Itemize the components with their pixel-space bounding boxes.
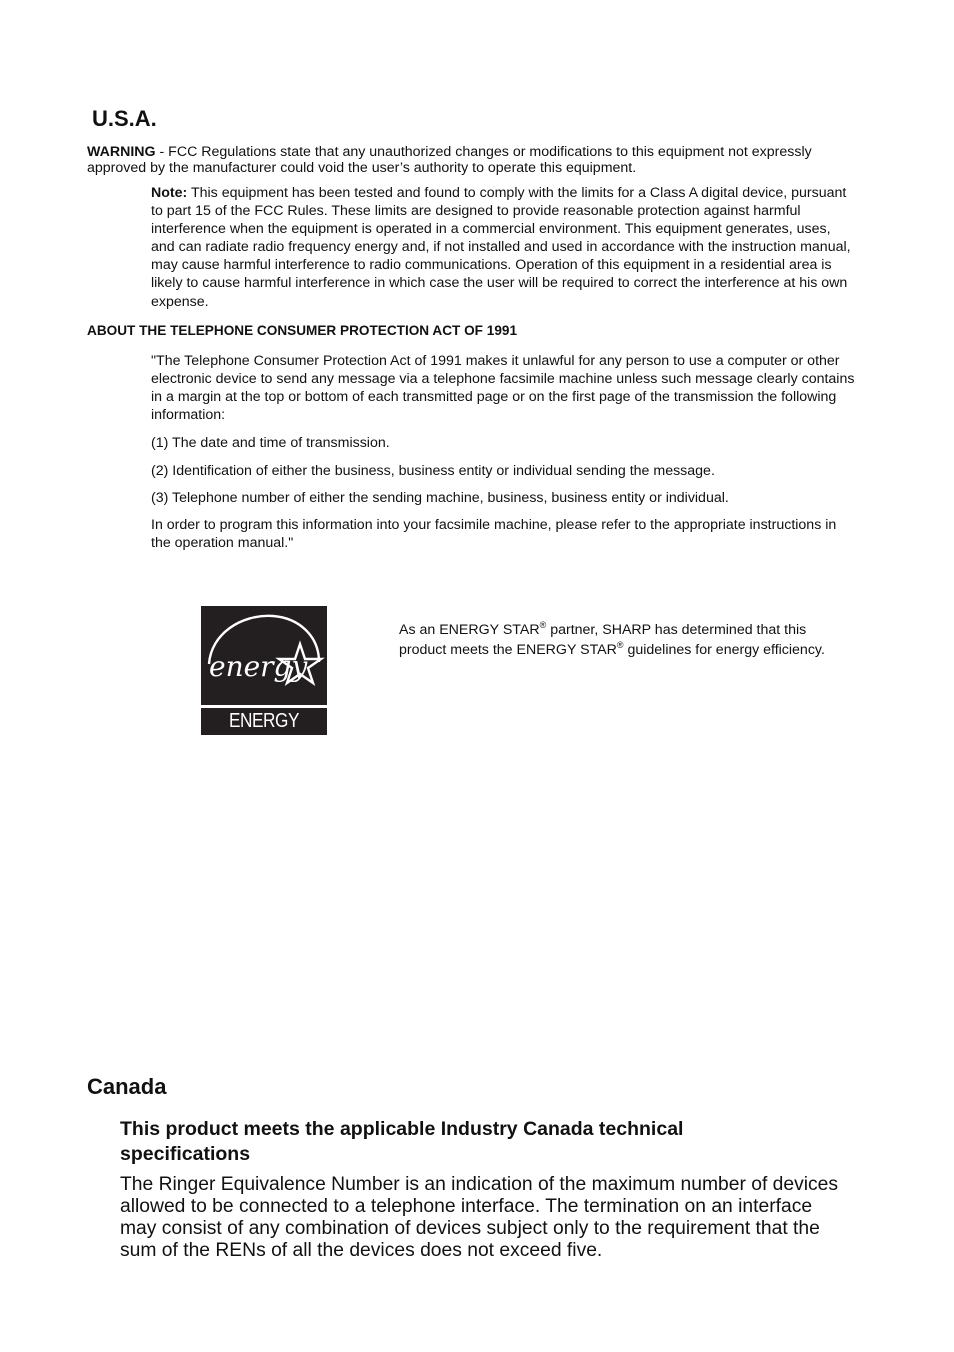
fcc-note-paragraph bbox=[151, 184, 851, 311]
tcpa-list-item: (1) The date and time of transmission. bbox=[151, 435, 390, 451]
note-label: Note: bbox=[151, 185, 188, 201]
usa-heading: U.S.A. bbox=[92, 106, 157, 131]
warning-text: - FCC Regulations state that any unauthorized changes or modifications to this equipment not expressly approved by the manufacturer could void the user’s authority to operate this equipment. bbox=[87, 144, 812, 176]
tcpa-heading: ABOUT THE TELEPHONE CONSUMER PROTECTION ACT OF 1991 bbox=[87, 323, 518, 338]
fcc-warning-paragraph bbox=[87, 145, 847, 176]
energy-star-statement bbox=[399, 620, 829, 660]
registered-mark: ® bbox=[616, 640, 624, 650]
energy-script-wordmark: energy bbox=[209, 650, 308, 683]
energy-star-label: ENERGY STAR bbox=[228, 710, 300, 756]
tcpa-list-item: (3) Telephone number of either the sending machine, business, business entity or individual. bbox=[151, 490, 729, 506]
energy-star-emblem-icon bbox=[201, 606, 327, 706]
statement-part-1: As an ENERGY STAR bbox=[399, 622, 540, 638]
tcpa-closing-paragraph: In order to program this information into your facsimile machine, please refer to the appropriate instructions in the operation manual." bbox=[151, 517, 837, 552]
warning-label: WARNING bbox=[87, 144, 156, 160]
registered-mark: ® bbox=[539, 620, 547, 630]
tcpa-list-item: (2) Identification of either the business, business entity or individual sending the message. bbox=[151, 463, 715, 479]
statement-part-3: guidelines for energy efficiency. bbox=[623, 642, 825, 658]
statement-part-2: partner, SHARP has determined that this product meets the ENERGY STAR bbox=[399, 622, 807, 658]
logo-divider bbox=[201, 705, 327, 708]
note-text: This equipment has been tested and found to comply with the limits for a Class A digital device, pursuant to part 15 of the FCC Rules. These limits are designed to provide reasonable protection against harmful interference when the equipment is operated in a commercial environment. This equipment generates, uses, and can radiate radio frequency energy and, if not installed and used in accordance with the instruction manual, may cause harmful interference to radio communications. Operation of this equipment in a residential area is likely to cause harmful interference in which case the user will be required to correct the interference at his own expense. bbox=[151, 185, 851, 310]
energy-star-logo bbox=[201, 606, 327, 756]
tcpa-quote-paragraph: "The Telephone Consumer Protection Act of 1991 makes it unlawful for any person to use a computer or other electronic device to send any message via a telephone facsimile machine unless such message clearly contains in a margin at the top or bottom of each transmitted page or on the first page of the transmission the following information: bbox=[151, 353, 855, 424]
industry-canada-heading: This product meets the applicable Industry Canada technical specifications bbox=[120, 1118, 684, 1165]
ren-paragraph: The Ringer Equivalence Number is an indication of the maximum number of devices allowed to be connected to a telephone interface. The termination on an interface may consist of any combination of devices subject only to the requirement that the sum of the RENs of all the devices does not exceed five. bbox=[120, 1174, 839, 1261]
canada-heading: Canada bbox=[87, 1074, 167, 1099]
